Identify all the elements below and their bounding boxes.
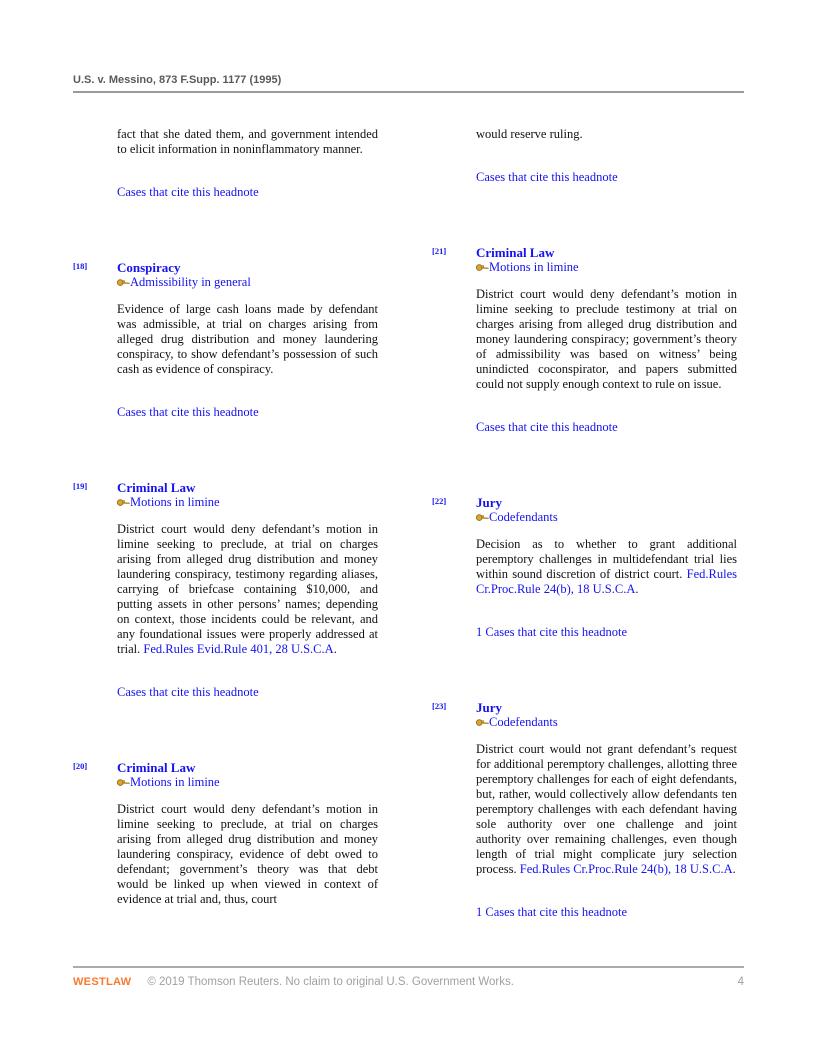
headnote-21 xyxy=(432,245,737,435)
headnote-body xyxy=(117,522,378,657)
cases-cite-link[interactable]: Cases that cite this headnote xyxy=(117,685,259,699)
citation-suffix: . xyxy=(635,582,639,596)
cases-cite-link[interactable]: Cases that cite this headnote xyxy=(117,185,259,199)
key-icon xyxy=(476,715,489,729)
headnote-body-text: District court would deny defendant’s motion in limine seeking to preclude, at trial on charges arising from alleged drug distribution and money laundering conspiracy, testimony regarding aliases, carrying of briefcase containing $10,000, and putting assets in other persons’ names; depending on context, those incidents could be relevant, and any foundational issues were properly addressed at trial. xyxy=(117,522,378,656)
key-topic-label: Codefendants xyxy=(489,715,558,729)
continuation-paragraph: would reserve ruling. xyxy=(476,127,583,141)
key-icon xyxy=(476,260,489,274)
headnote-main xyxy=(476,495,737,640)
headnote-body-text: District court would deny defendant’s motion in limine seeking to preclude testimony at trial on charges arising from alleged drug distribution and money laundering conspiracy; government’s theory of admissibility was based on witness’ being unindicted coconspirator, and papers submitted could not supply enough context to rule on issue. xyxy=(476,287,737,391)
column-left xyxy=(73,127,378,920)
headnote-topic-link[interactable]: Jury xyxy=(476,495,502,510)
cases-cite-link[interactable]: 1 Cases that cite this headnote xyxy=(476,625,628,639)
statute-citation-link[interactable]: Fed.Rules Evid.Rule 401, 28 U.S.C.A xyxy=(143,642,334,656)
headnote-topic-link[interactable]: Criminal Law xyxy=(476,245,555,260)
statute-citation-link[interactable]: Fed.Rules Cr.Proc.Rule 24(b), 18 U.S.C.A xyxy=(476,567,737,596)
column-right xyxy=(432,127,737,920)
headnote-23 xyxy=(432,700,737,920)
citation-suffix: . xyxy=(333,642,337,656)
key-topic-label: Codefendants xyxy=(489,510,558,524)
page-number: 4 xyxy=(737,976,744,988)
key-topic-link[interactable] xyxy=(476,260,737,274)
headnote-22 xyxy=(432,495,737,640)
headnote-number: [19] xyxy=(73,481,88,491)
page-footer xyxy=(73,966,744,988)
headnote-number: [22] xyxy=(432,496,447,506)
headnote-topic-link[interactable]: Criminal Law xyxy=(117,480,196,495)
key-topic-link[interactable] xyxy=(117,775,378,789)
cases-cite-link[interactable]: Cases that cite this headnote xyxy=(476,170,618,184)
headnote-topic-link[interactable]: Jury xyxy=(476,700,502,715)
cases-cite-link[interactable]: Cases that cite this headnote xyxy=(476,420,618,434)
headnote-number: [21] xyxy=(432,246,447,256)
westlaw-logo: WESTLAW xyxy=(73,976,132,988)
headnote-main xyxy=(117,480,378,700)
headnote-main xyxy=(117,760,378,907)
citation-suffix: . xyxy=(732,862,736,876)
headnote-body xyxy=(476,287,737,392)
continuation-paragraph: fact that she dated them, and government intended to elicit information in noninflammatory manner. xyxy=(117,127,378,156)
headnote-body-text: District court would deny defendant’s motion in limine seeking to preclude, at trial on charges arising from alleged drug distribution and money laundering conspiracy, evidence of debt owed to defendant; government’s theory was that debt would be linked up when viewed in context of evidence at trial and, thus, court xyxy=(117,802,378,906)
statute-citation-link[interactable]: Fed.Rules Cr.Proc.Rule 24(b), 18 U.S.C.A xyxy=(519,862,733,876)
headnote-body-text: Evidence of large cash loans made by defendant was admissible, at trial on charges arising from alleged drug distribution and money laundering conspiracy, to show defendant’s possession of such cash as evidence of conspiracy. xyxy=(117,302,378,376)
headnote-body xyxy=(476,742,737,877)
key-topic-link[interactable] xyxy=(117,275,378,289)
key-topic-label: Motions in limine xyxy=(489,260,579,274)
copyright-text: © 2019 Thomson Reuters. No claim to original U.S. Government Works. xyxy=(147,976,514,988)
headnote-18 xyxy=(73,260,378,420)
cases-cite-link[interactable]: 1 Cases that cite this headnote xyxy=(476,905,628,919)
headnote-topic-link[interactable]: Criminal Law xyxy=(117,760,196,775)
headnote-19 xyxy=(73,480,378,700)
key-icon xyxy=(117,275,130,289)
key-icon xyxy=(476,510,489,524)
headnote-body xyxy=(117,802,378,907)
headnote-main xyxy=(117,260,378,420)
key-topic-label: Motions in limine xyxy=(130,495,220,509)
key-topic-link[interactable] xyxy=(476,715,737,729)
headnote-body-text: Decision as to whether to grant additional peremptory challenges in multidefendant trial lies within sound discretion of district court. xyxy=(476,537,737,581)
headnote-body xyxy=(117,302,378,377)
headnote-number: [23] xyxy=(432,701,447,711)
key-topic-link[interactable] xyxy=(117,495,378,509)
headnote-20 xyxy=(73,760,378,907)
key-icon xyxy=(117,775,130,789)
headnote-main xyxy=(476,700,737,920)
page-header xyxy=(73,74,744,93)
headnote-body-text: District court would not grant defendant’s request for additional peremptory challenges, allotting three peremptory challenges for each of eight defendants, but, rather, would collectively allow defendants ten peremptory challenges with each defendant having sole authority over one challenge and joint authority over remaining challenges, even though length of trial might complicate jury selection process. xyxy=(476,742,737,876)
headnote-number: [20] xyxy=(73,761,88,771)
key-icon xyxy=(117,495,130,509)
key-topic-label: Motions in limine xyxy=(130,775,220,789)
headnote-topic-link[interactable]: Conspiracy xyxy=(117,260,181,275)
headnote-main xyxy=(476,245,737,435)
headnote-number: [18] xyxy=(73,261,88,271)
headnote-body xyxy=(476,537,737,597)
headnotes-content xyxy=(73,127,744,920)
case-title: U.S. v. Messino, 873 F.Supp. 1177 (1995) xyxy=(73,74,282,86)
key-topic-label: Admissibility in general xyxy=(130,275,251,289)
cases-cite-link[interactable]: Cases that cite this headnote xyxy=(117,405,259,419)
key-topic-link[interactable] xyxy=(476,510,737,524)
